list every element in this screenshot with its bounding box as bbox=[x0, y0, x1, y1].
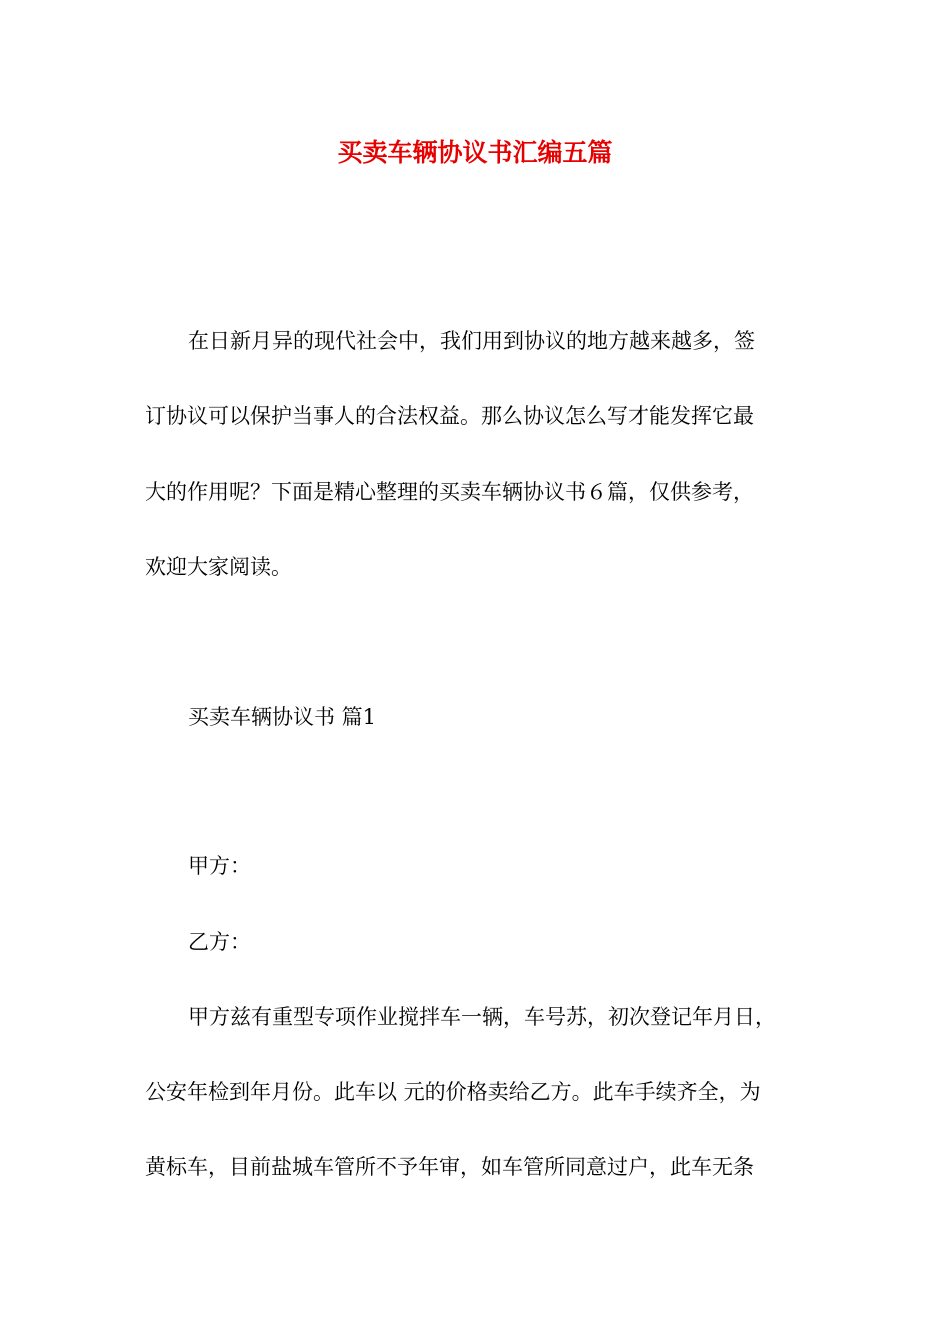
intro-line-4: 欢迎大家阅读。 bbox=[145, 555, 292, 579]
party-a-label: 甲方： bbox=[188, 854, 251, 878]
body-line-2: 公安年检到年月份。此车以 元的价格卖给乙方。此车手续齐全，为 bbox=[145, 1080, 761, 1104]
document-title: 买卖车辆协议书汇编五篇 bbox=[337, 138, 613, 167]
body-line-3: 黄标车，目前盐城车管所不予年审，如车管所同意过户，此车无条 bbox=[145, 1155, 754, 1179]
section-heading: 买卖车辆协议书 篇1 bbox=[188, 705, 377, 729]
intro-line-1: 在日新月异的现代社会中，我们用到协议的地方越来越多，签 bbox=[188, 329, 755, 353]
body-line-1: 甲方兹有重型专项作业搅拌车一辆，车号苏，初次登记年月日， bbox=[188, 1005, 776, 1029]
party-b-label: 乙方： bbox=[188, 930, 251, 954]
intro-line-3: 大的作用呢？下面是精心整理的买卖车辆协议书６篇，仅供参考， bbox=[145, 480, 754, 504]
intro-line-2: 订协议可以保护当事人的合法权益。那么协议怎么写才能发挥它最 bbox=[145, 404, 754, 428]
